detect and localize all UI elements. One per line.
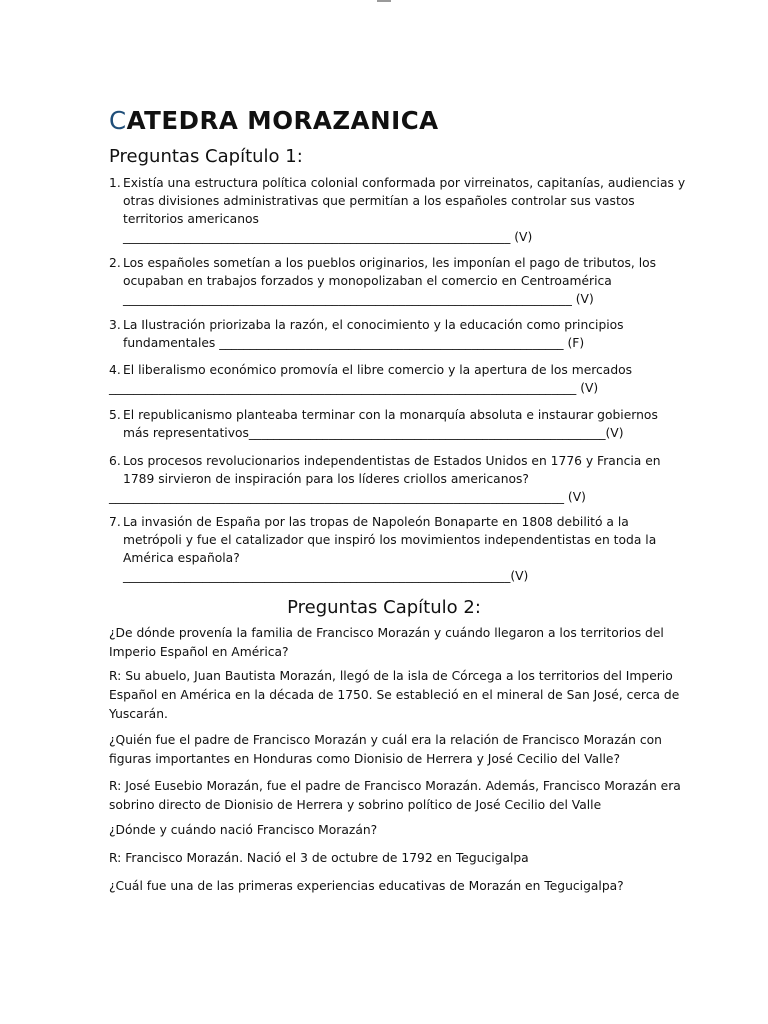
paragraph-line: Español en América en la década de 1750. Se estableció en el mineral de San José, cerca de (109, 688, 680, 702)
paragraph-line: Imperio Español en América? (109, 645, 289, 659)
question-4 (109, 361, 633, 397)
paragraph-line: sobrino directo de Dionisio de Herrera y sobrino político de José Cecilio del Valle (109, 798, 602, 812)
question-number: 5. (109, 408, 121, 422)
answer-line: fundamentales ________________________________________________________ (F) (123, 336, 585, 350)
paragraph-line: R: Francisco Morazán. Nació el 3 de octubre de 1792 en Tegucigalpa (109, 851, 529, 865)
paragraph-line: ¿Cuál fue una de las primeras experiencias educativas de Morazán en Tegucigalpa? (109, 879, 624, 893)
chapter2-answer (109, 849, 529, 868)
paragraph-line: ¿De dónde provenía la familia de Francisco Morazán y cuándo llegaron a los territorios del (109, 626, 664, 640)
question-2 (109, 254, 657, 308)
question-number: 6. (109, 454, 121, 468)
page-title (109, 106, 439, 135)
question-text-line: otras divisiones administrativas que permitían a los españoles controlar sus vastos (123, 194, 635, 208)
question-number: 3. (109, 318, 121, 332)
answer-line: _________________________________________________________________________ (V) (123, 292, 594, 306)
paragraph-line: figuras importantes en Honduras como Dionisio de Herrera y José Cecilio del Valle? (109, 752, 620, 766)
question-text-line: Existía una estructura política colonial conformada por virreinatos, capitanías, audiencias y (123, 176, 686, 190)
answer-line: ____________________________________________________________________________ (V) (109, 381, 599, 395)
question-text-line: 1789 sirvieron de inspiración para los líderes criollos americanos? (123, 472, 529, 486)
paragraph-line: Yuscarán. (109, 707, 168, 721)
question-7 (109, 513, 657, 585)
paragraph-line: ¿Quién fue el padre de Francisco Morazán y cuál era la relación de Francisco Morazán con (109, 733, 662, 747)
question-text-line: La invasión de España por las tropas de Napoleón Bonaparte en 1808 debilitó a la (123, 515, 629, 529)
paragraph-line: R: Su abuelo, Juan Bautista Morazán, llegó de la isla de Córcega a los territorios del Imperio (109, 669, 673, 683)
question-text-line: La Ilustración priorizaba la razón, el conocimiento y la educación como principios (123, 318, 624, 332)
chapter2-heading: Preguntas Capítulo 2: (287, 597, 481, 618)
chapter2-answer (109, 667, 679, 724)
question-number: 7. (109, 515, 121, 529)
question-text-line: ocupaban en trabajos forzados y monopolizaban el comercio en Centroamérica (123, 274, 612, 288)
question-text-line: Los españoles sometían a los pueblos originarios, les imponían el pago de tributos, los (123, 256, 657, 270)
page-top-marker (377, 0, 391, 2)
answer-line: __________________________________________________________________________ (V) (109, 490, 586, 504)
question-number: 2. (109, 256, 121, 270)
chapter2-question (109, 821, 377, 840)
paragraph-line: ¿Dónde y cuándo nació Francisco Morazán? (109, 823, 378, 837)
question-number: 4. (109, 363, 121, 377)
question-5 (109, 406, 658, 442)
chapter2-question (109, 731, 662, 769)
chapter2-question (109, 877, 624, 896)
chapter1-heading: Preguntas Capítulo 1: (109, 146, 303, 167)
question-text-line: metrópoli y fue el catalizador que inspiró los movimientos independentistas en toda la (123, 533, 657, 547)
title-initial: C (109, 106, 127, 135)
question-3 (109, 316, 624, 352)
question-6 (109, 452, 661, 506)
chapter2-question (109, 624, 664, 662)
question-text-line: Los procesos revolucionarios independentistas de Estados Unidos en 1776 y Francia en (123, 454, 661, 468)
chapter2-answer (109, 777, 681, 815)
answer-line: más representativos__________________________________________________________(V) (123, 426, 624, 440)
question-text-line: territorios americanos (123, 212, 259, 226)
answer-line: _______________________________________________________________ (V) (123, 230, 533, 244)
question-text-line: El republicanismo planteaba terminar con la monarquía absoluta e instaurar gobiernos (123, 408, 658, 422)
question-1 (109, 174, 686, 246)
answer-line: _______________________________________________________________(V) (123, 569, 529, 583)
question-number: 1. (109, 176, 121, 190)
question-text-line: El liberalismo económico promovía el libre comercio y la apertura de los mercados (123, 363, 633, 377)
paragraph-line: R: José Eusebio Morazán, fue el padre de Francisco Morazán. Además, Francisco Morazán era (109, 779, 681, 793)
question-text-line: América española? (123, 551, 240, 565)
title-rest: ATEDRA MORAZANICA (126, 106, 439, 135)
